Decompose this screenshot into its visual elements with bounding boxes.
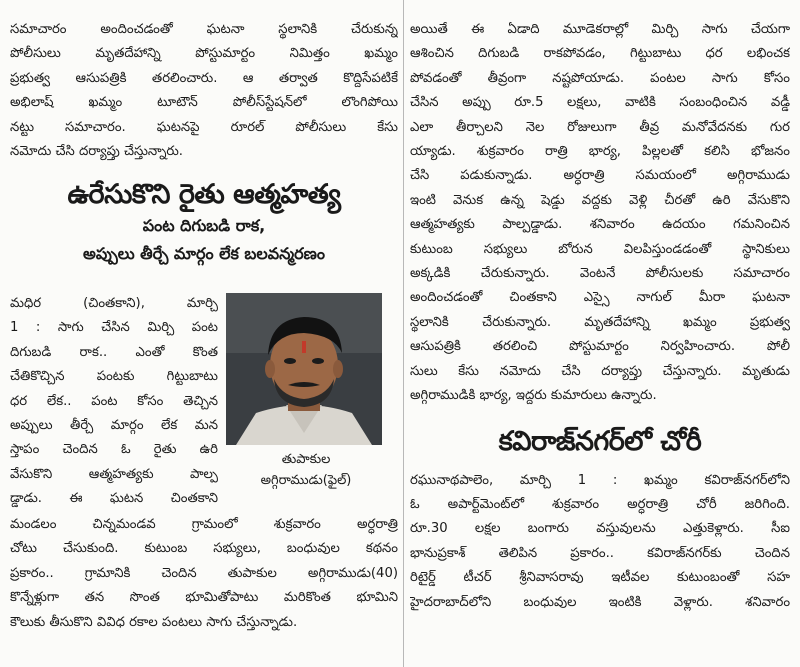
text-line: య్యాడు. శుక్రవారం రాత్రి భార్య, పిల్లలతో కలిసి భోజనం xyxy=(410,144,790,160)
text-line: రఘునాథపాలెం, మార్చి 1 : ఖమ్మం కవిరాజ్‌నగర్‌లోని xyxy=(410,472,790,488)
farmer-photo xyxy=(226,293,382,445)
text-line: అందించడంతో చింతకాని ఎస్సై నాగుల్ మీరా ఘటనా xyxy=(410,290,790,306)
text-line: అగ్గిరాముడికి భార్య, ఇద్దరు కుమారులు ఉన్నారు. xyxy=(410,388,657,404)
text-line: స్థలానికి చేరుకున్నారు. మృతదేహాన్ని ఖమ్మం ప్రభుత్వ xyxy=(410,314,790,330)
text-line: ఆసుపత్రికి తరలించి పోస్టుమార్టం నిర్వహించారు. పోలీ xyxy=(410,339,790,355)
text-line: ప్రకారం.. గ్రామానికి చెందిన తుపాకుల అగ్గిరాముడు(40) xyxy=(10,565,398,581)
right-column xyxy=(410,0,790,615)
text-line: నమోదు చేసి దర్యాప్తు చేస్తున్నారు. xyxy=(10,144,183,160)
text-line: ఆత్మహత్యకు పాల్పడ్డాడు. శనివారం ఉదయం గమనించిన xyxy=(410,217,790,233)
article-subhead: అప్పులు తీర్చే మార్గం లేక బలవన్మరణం xyxy=(83,244,325,264)
photo-caption xyxy=(226,449,386,491)
text-line: హైదరాబాద్‌లోని బంధువుల ఇంటికి వెళ్లారు. శనివారం xyxy=(410,594,790,610)
text-line: అభిలాష్ ఖమ్మం టూటౌన్ పోలీస్‌స్టేషన్‌లో లొంగిపోయి xyxy=(10,95,398,111)
text-line: పోవడంతో తీవ్రంగా నష్టపోయాడు. పంటల సాగు కోసం xyxy=(410,70,790,86)
text-line: కుటుంబ సభ్యులు బోరున విలపిస్తుండడంతో స్థానికులు xyxy=(410,241,790,257)
text-line: అయితే ఈ ఏడాది మూడెకరాల్లో మిర్చి సాగు చేయగా xyxy=(410,22,790,37)
article-subhead: పంట దిగుబడి రాక, xyxy=(142,216,266,236)
text-line: 1 : సాగు చేసిన మిర్చి పంట xyxy=(10,320,218,336)
text-line: చేసిన అప్పు రూ.5 లక్షలు, వాటికి సంబంధించిన వడ్డీ xyxy=(410,95,790,111)
text-line: సులు కేసు నమోదు చేసి దర్యాప్తు చేస్తున్నారు. మృతుడు xyxy=(410,363,790,379)
text-line: స్తాపం చెందిన ఓ రైతు ఉరి xyxy=(10,442,218,458)
article-headline: ఉరేసుకొని రైతు ఆత్మహత్య xyxy=(67,179,341,211)
left-column xyxy=(10,0,398,268)
text-line: ఎలా తీర్చాలని నెల రోజులుగా తీవ్ర మనోవేదనకు గుర xyxy=(410,119,790,135)
text-line: ప్రభుత్వ ఆసుపత్రికి తరలించారు. ఆ తర్వాత కొద్దిసేపటికే xyxy=(10,70,398,86)
article-body-paragraph xyxy=(10,513,398,635)
text-line: నట్టు సమాచారం. ఘటనపై రూరల్ పోలీసులు కేసు xyxy=(10,119,398,135)
text-line: రిటైర్డ్ టీచర్ శ్రీనివాసరావు ఇటీవల కుటుంబంతో సహ xyxy=(410,570,790,586)
text-line: దిగుబడి రాక.. ఎంతో కొంత xyxy=(10,344,218,360)
text-line: డ్డాడు. ఈ ఘటన చింతకాని xyxy=(10,491,218,507)
text-line: చేసి పడుకున్నాడు. అర్ధరాత్రి సమయంలో అగ్గిరాముడు xyxy=(410,168,790,184)
article-headline: కవిరాజ్‌నగర్‌లో చోరీ xyxy=(498,425,702,457)
article-continuation xyxy=(410,18,790,409)
text-line: అక్కడికి చేరుకున్నారు. వెంటనే పోలీసులకు సమాచారం xyxy=(410,266,790,282)
text-line: ఆశించిన దిగుబడి రాకపోవడం, గిట్టుబాటు ధర లభించక xyxy=(410,46,790,62)
text-line: ఇంటి వెనుక ఉన్న షెడ్డు వద్దకు వెళ్లి చీరతో ఉరి వేసుకొని xyxy=(410,192,790,208)
caption-line: అగ్గిరాముడు(ఫైల్) xyxy=(260,473,352,488)
text-line: రూ.30 లక్షల బంగారు వస్తువులను ఎత్తుకెళ్లారు. సీఐ xyxy=(410,521,790,537)
text-line: సమాచారం అందించడంతో ఘటనా స్థలానికి చేరుకున్న xyxy=(10,22,398,37)
text-line: అప్పులు తీర్చే మార్గం లేక మన xyxy=(10,418,218,434)
text-line: చోటు చేసుకుంది. కుటుంబ సభ్యులు, బంధువుల కథనం xyxy=(10,541,398,557)
text-line: భానుప్రకాశ్ తెలిపిన ప్రకారం.. కవిరాజ్‌నగర్‌కు చెందిన xyxy=(410,545,790,561)
article-lead-paragraph xyxy=(10,292,218,512)
text-line: ఓ అపార్ట్‌మెంట్‌లో శుక్రవారం అర్ధరాత్రి చోరీ జరిగింది. xyxy=(410,496,790,512)
text-line: మధిర (చింతకాని), మార్చి xyxy=(10,296,218,311)
text-line: పోలీసులు మృతదేహాన్ని పోస్టుమార్టం నిమిత్తం ఖమ్మం xyxy=(10,46,398,62)
column-divider xyxy=(403,0,404,667)
article-body-paragraph xyxy=(410,469,790,615)
portrait-image xyxy=(226,293,382,445)
text-line: కౌలుకు తీసుకొని వివిధ రకాల పంటలు సాగు చేస్తున్నాడు. xyxy=(10,614,298,630)
photo-block xyxy=(226,293,386,491)
text-line: మండలం చిన్నమండవ గ్రామంలో శుక్రవారం అర్ధరాత్రి xyxy=(10,517,398,532)
continued-paragraph xyxy=(10,18,398,164)
text-line: ధర లేక.. పంట కోసం తెచ్చిన xyxy=(10,393,218,409)
text-line: చేతికొచ్చిన పంటకు గిట్టుబాటు xyxy=(10,369,218,385)
text-line: కొన్నేళ్లుగా తన సొంత భూమితోపాటు మరికొంత భూమిని xyxy=(10,590,398,606)
caption-line: తుపాకుల xyxy=(281,452,331,467)
text-line: వేసుకొని ఆత్మహత్యకు పాల్ప xyxy=(10,466,218,482)
